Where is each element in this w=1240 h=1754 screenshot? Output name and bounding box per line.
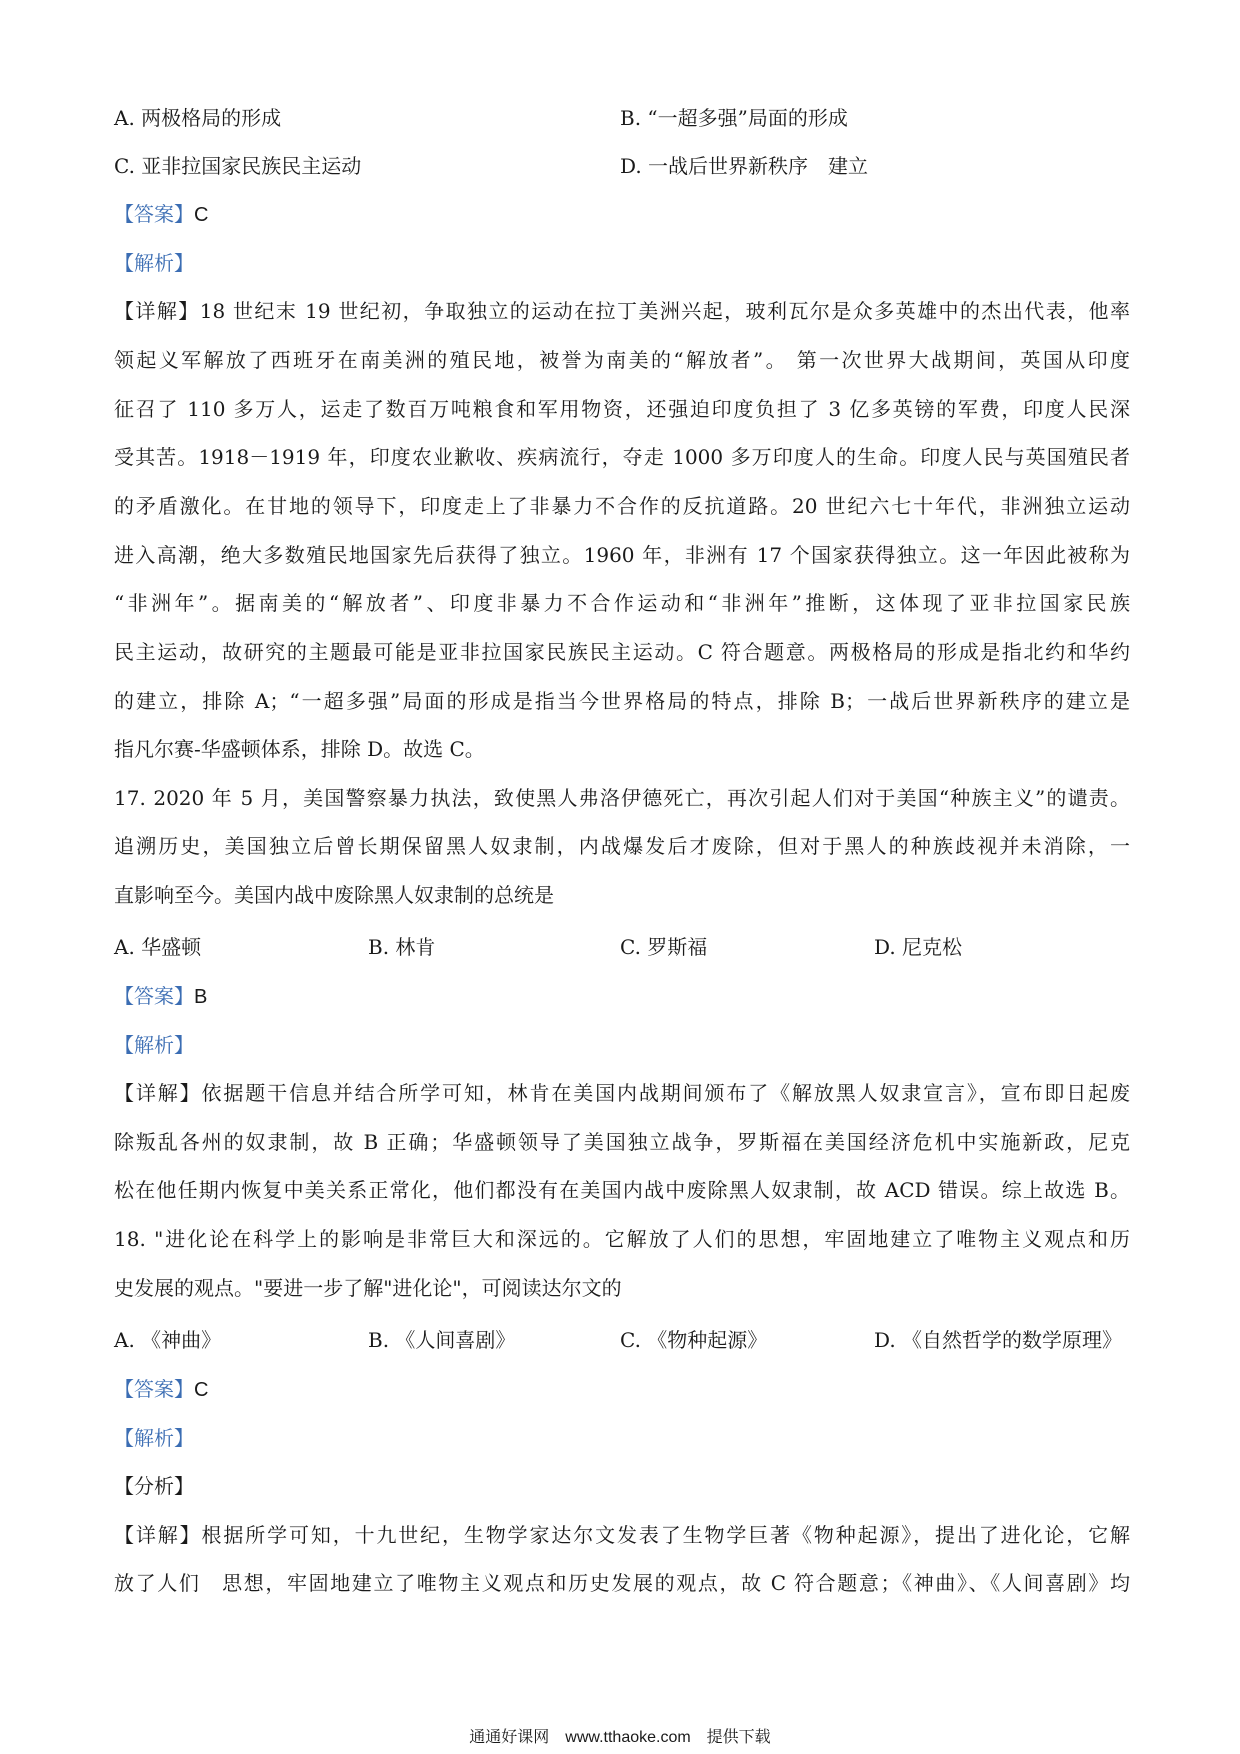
q17-analysis [114, 1031, 1130, 1059]
q18-option-a: A. 《神曲》 [114, 1328, 222, 1352]
q17-option-b: B. 林肯 [368, 935, 436, 959]
detail-text: 依据题干信息并结合所学可知，林肯在美国内战期间颁布了《解放黑人奴隶宣言》，宣布即日起废 [201, 1081, 1131, 1105]
q16-detail-line: 受其苦。1918－1919 年，印度农业歉收、疾病流行，夺走 1000 多万印度人的生命。印度人民与英国殖民者 [114, 445, 1130, 469]
analysis-tag: 【解析】 [114, 1033, 194, 1057]
q16-detail-line: 的建立，排除 A；“一超多强”局面的形成是指当今世界格局的特点，排除 B；一战后世界新秩序的建立是 [114, 689, 1130, 713]
q16-detail-line: “非洲年”。据南美的“解放者”、印度非暴力不合作运动和“非洲年”推断，这体现了亚非拉国家民族 [114, 591, 1130, 615]
q18-answer [114, 1375, 1130, 1404]
q16-detail-line: 领起义军解放了西班牙在南美洲的殖民地，被誉为南美的“解放者”。 第一次世界大战期间，英国从印度 [114, 348, 1130, 372]
q16-detail-line: 征召了 110 多万人，运走了数百万吨粮食和军用物资，还强迫印度负担了 3 亿多英镑的军费，印度人民深 [114, 397, 1130, 421]
answer-tag: 【答案】 [114, 202, 194, 226]
q18-detail-line: 放了人们 思想，牢固地建立了唯物主义观点和历史发展的观点，故 C 符合题意；《神曲》、《人间喜剧》均 [114, 1571, 1130, 1595]
q16-option-b: B. “一超多强”局面的形成 [620, 106, 848, 130]
analysis-tag: 【解析】 [114, 251, 194, 275]
q17-detail-line: 松在他任期内恢复中美关系正常化，他们都没有在美国内战中废除黑人奴隶制，故 ACD 错误。综上故选 B。 [114, 1178, 1130, 1202]
answer-tag: 【答案】 [114, 984, 194, 1008]
q16-option-c: C. 亚非拉国家民族民主运动 [114, 154, 362, 178]
q16-detail-line: 指凡尔赛-华盛顿体系，排除 D。故选 C。 [114, 737, 485, 761]
q16-detail-line [114, 297, 1130, 325]
q17-stem-line: 17. 2020 年 5 月，美国警察暴力执法，致使黑人弗洛伊德死亡，再次引起人们对于美国“种族主义”的谴责。 [114, 786, 1130, 810]
detail-tag: 【详解】 [114, 1081, 202, 1105]
detail-tag: 【详解】 [114, 1523, 202, 1547]
q16-option-d: D. 一战后世界新秩序 建立 [620, 154, 869, 178]
detail-text: 根据所学可知，十九世纪，生物学家达尔文发表了生物学巨著《物种起源》，提出了进化论，它解 [201, 1523, 1131, 1547]
analysis-tag: 【解析】 [114, 1426, 194, 1450]
answer-value: C [194, 204, 209, 226]
q18-stem-line: 18. "进化论在科学上的影响是非常巨大和深远的。它解放了人们的思想，牢固地建立了唯物主义观点和历 [114, 1227, 1130, 1251]
detail-text: 18 世纪末 19 世纪初，争取独立的运动在拉丁美洲兴起，玻利瓦尔是众多英雄中的杰出代表，他率 [199, 299, 1130, 323]
q16-answer [114, 200, 1130, 229]
answer-value: B [194, 986, 208, 1008]
q16-detail-line: 民主运动，故研究的主题最可能是亚非拉国家民族民主运动。C 符合题意。两极格局的形成是指北约和华约 [114, 640, 1130, 664]
q17-option-a: A. 华盛顿 [114, 935, 202, 959]
q17-option-c: C. 罗斯福 [620, 935, 708, 959]
q17-stem-line: 直影响至今。美国内战中废除黑人奴隶制的总统是 [114, 883, 554, 907]
q18-stem-line: 史发展的观点。"要进一步了解"进化论"，可阅读达尔文的 [114, 1276, 622, 1300]
q16-analysis [114, 249, 1130, 277]
page-footer: 通通好课网 www.tthaoke.com 提供下载 [469, 1729, 771, 1746]
q18-option-d: D. 《自然哲学的数学原理》 [874, 1328, 1123, 1352]
q16-option-a: A. 两极格局的形成 [114, 106, 282, 130]
q17-answer [114, 982, 1130, 1011]
q18-fenxi [114, 1472, 1130, 1500]
q17-stem-line: 追溯历史，美国独立后曾长期保留黑人奴隶制，内战爆发后才废除，但对于黑人的种族歧视并未消除，一 [114, 834, 1130, 858]
q18-option-c: C. 《物种起源》 [620, 1328, 768, 1352]
q18-analysis [114, 1424, 1130, 1452]
q17-detail-line: 除叛乱各州的奴隶制，故 B 正确；华盛顿领导了美国独立战争，罗斯福在美国经济危机中实施新政，尼克 [114, 1130, 1130, 1154]
q16-detail-line: 的矛盾激化。在甘地的领导下，印度走上了非暴力不合作的反抗道路。20 世纪六七十年代，非洲独立运动 [114, 494, 1130, 518]
q18-detail-line [114, 1521, 1130, 1549]
answer-tag: 【答案】 [114, 1377, 194, 1401]
q17-detail-line [114, 1079, 1130, 1107]
detail-tag: 【详解】 [114, 299, 200, 323]
q18-option-b: B. 《人间喜剧》 [368, 1328, 516, 1352]
q17-option-d: D. 尼克松 [874, 935, 963, 959]
fenxi-tag: 【分析】 [114, 1474, 194, 1498]
q16-detail-line: 进入高潮，绝大多数殖民地国家先后获得了独立。1960 年，非洲有 17 个国家获得独立。这一年因此被称为 [114, 543, 1130, 567]
answer-value: C [194, 1379, 209, 1401]
